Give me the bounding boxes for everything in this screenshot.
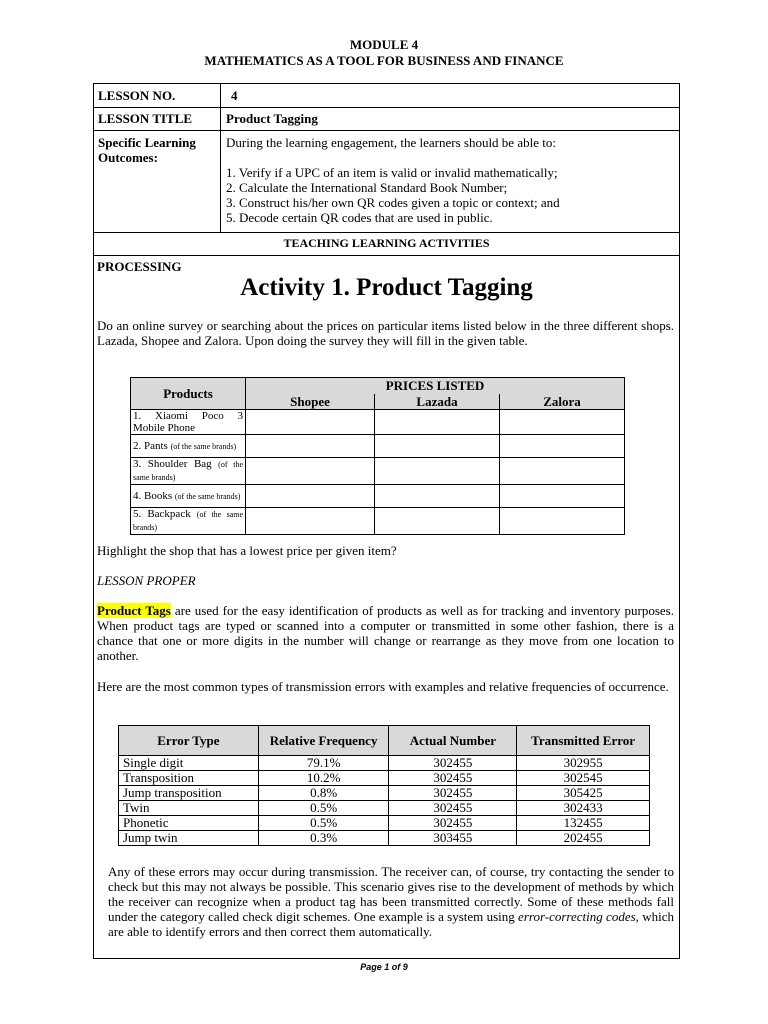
price-input-cell[interactable]	[375, 435, 500, 458]
table-row: Single digit 79.1% 302455 302955	[119, 756, 650, 771]
product-cell: 1. Xiaomi Poco 3 Mobile Phone	[131, 410, 246, 435]
col-error-type: Error Type	[119, 726, 259, 756]
price-input-cell[interactable]	[375, 458, 500, 485]
highlight-question: Highlight the shop that has a lowest price per given item?	[97, 543, 397, 558]
price-input-cell[interactable]	[375, 410, 500, 435]
activities-heading: TEACHING LEARNING ACTIVITIES	[283, 236, 490, 250]
outcomes-list	[226, 135, 676, 225]
shop-zalora: Zalora	[499, 394, 624, 409]
lesson-no-value: 4	[231, 88, 238, 103]
shop-lazada: Lazada	[374, 394, 499, 409]
price-input-cell[interactable]	[246, 458, 375, 485]
product-cell: 5. Backpack (of the same brands)	[131, 508, 246, 535]
outcome-item: 1. Verify if a UPC of an item is valid or invalid mathematically;	[226, 165, 558, 180]
price-input-cell[interactable]	[500, 435, 625, 458]
product-cell: 2. Pants (of the same brands)	[131, 435, 246, 458]
outcome-item: 5. Decode certain QR codes that are used in public.	[226, 210, 493, 225]
activity-title: Activity 1. Product Tagging	[240, 274, 533, 301]
product-cell: 4. Books (of the same brands)	[131, 485, 246, 508]
table-row: Jump transposition 0.8% 302455 305425	[119, 786, 650, 801]
price-input-cell[interactable]	[246, 508, 375, 535]
col-relative-frequency: Relative Frequency	[258, 726, 389, 756]
module-number: MODULE 4	[349, 37, 419, 52]
table-row: Phonetic 0.5% 302455 132455	[119, 816, 650, 831]
errors-intro: Here are the most common types of transmission errors with examples and relative frequencies of occurrence.	[97, 679, 669, 694]
processing-label: PROCESSING	[97, 259, 182, 274]
product-tags-paragraph: Product Tags are used for the easy identification of products as well as for tracking and inventory purposes. When product tags are typed or scanned into a computer or transmitted in some other fashion, there is a chance that one or more digits in the number will change or rearrange as they move from one location to another.	[97, 603, 674, 663]
product-cell: 3. Shoulder Bag (of the same brands)	[131, 458, 246, 485]
page-number: Page 1 of 9	[360, 962, 408, 972]
table-row: Jump twin 0.3% 303455 202455	[119, 831, 650, 846]
price-input-cell[interactable]	[246, 435, 375, 458]
products-header: Products	[131, 378, 246, 410]
price-input-cell[interactable]	[500, 508, 625, 535]
lesson-title-value: Product Tagging	[226, 111, 318, 126]
lesson-no-label: LESSON NO.	[98, 88, 176, 103]
table-row: Transposition 10.2% 302455 302545	[119, 771, 650, 786]
price-input-cell[interactable]	[375, 485, 500, 508]
shop-shopee: Shopee	[290, 394, 330, 409]
errors-table	[118, 725, 650, 846]
error-correcting-codes-term: error-correcting codes	[518, 909, 636, 924]
outcomes-label: Specific Learning Outcomes:	[98, 135, 196, 165]
price-input-cell[interactable]	[375, 508, 500, 535]
price-input-cell[interactable]	[500, 485, 625, 508]
prices-listed-header: PRICES LISTED Shopee Lazada Zalora	[246, 378, 625, 410]
outcomes-intro: During the learning engagement, the learners should be able to:	[226, 135, 556, 150]
outcome-item: 2. Calculate the International Standard Book Number;	[226, 180, 508, 195]
lesson-proper-heading: LESSON PROPER	[97, 573, 196, 588]
activity-instructions: Do an online survey or searching about the prices on particular items listed below in the three different shops. Lazada, Shopee and Zalora. Upon doing the survey they will fill in the given table.	[97, 318, 674, 348]
table-row: Twin 0.5% 302455 302433	[119, 801, 650, 816]
product-tags-term: Product Tags	[97, 603, 171, 618]
price-input-cell[interactable]	[246, 485, 375, 508]
outcome-item: 3. Construct his/her own QR codes given a topic or context; and	[226, 195, 560, 210]
module-title: MATHEMATICS AS A TOOL FOR BUSINESS AND FINANCE	[204, 53, 564, 68]
price-input-cell[interactable]	[500, 458, 625, 485]
price-input-cell[interactable]	[246, 410, 375, 435]
prices-table	[130, 377, 625, 535]
lesson-title-label: LESSON TITLE	[98, 111, 193, 126]
col-transmitted-error: Transmitted Error	[517, 726, 650, 756]
price-input-cell[interactable]	[500, 410, 625, 435]
col-actual-number: Actual Number	[389, 726, 517, 756]
closing-paragraph: Any of these errors may occur during transmission. The receiver can, of course, try contacting the sender to check but this may not always be possible. This scenario gives rise to the development of methods by which the receiver can recognize when a product tag has been transmitted correctly. Some of these methods fall under the category called check digit schemes. One example is a system using error-correcting codes, which are able to identify errors and then correct them automatically.	[108, 864, 674, 939]
